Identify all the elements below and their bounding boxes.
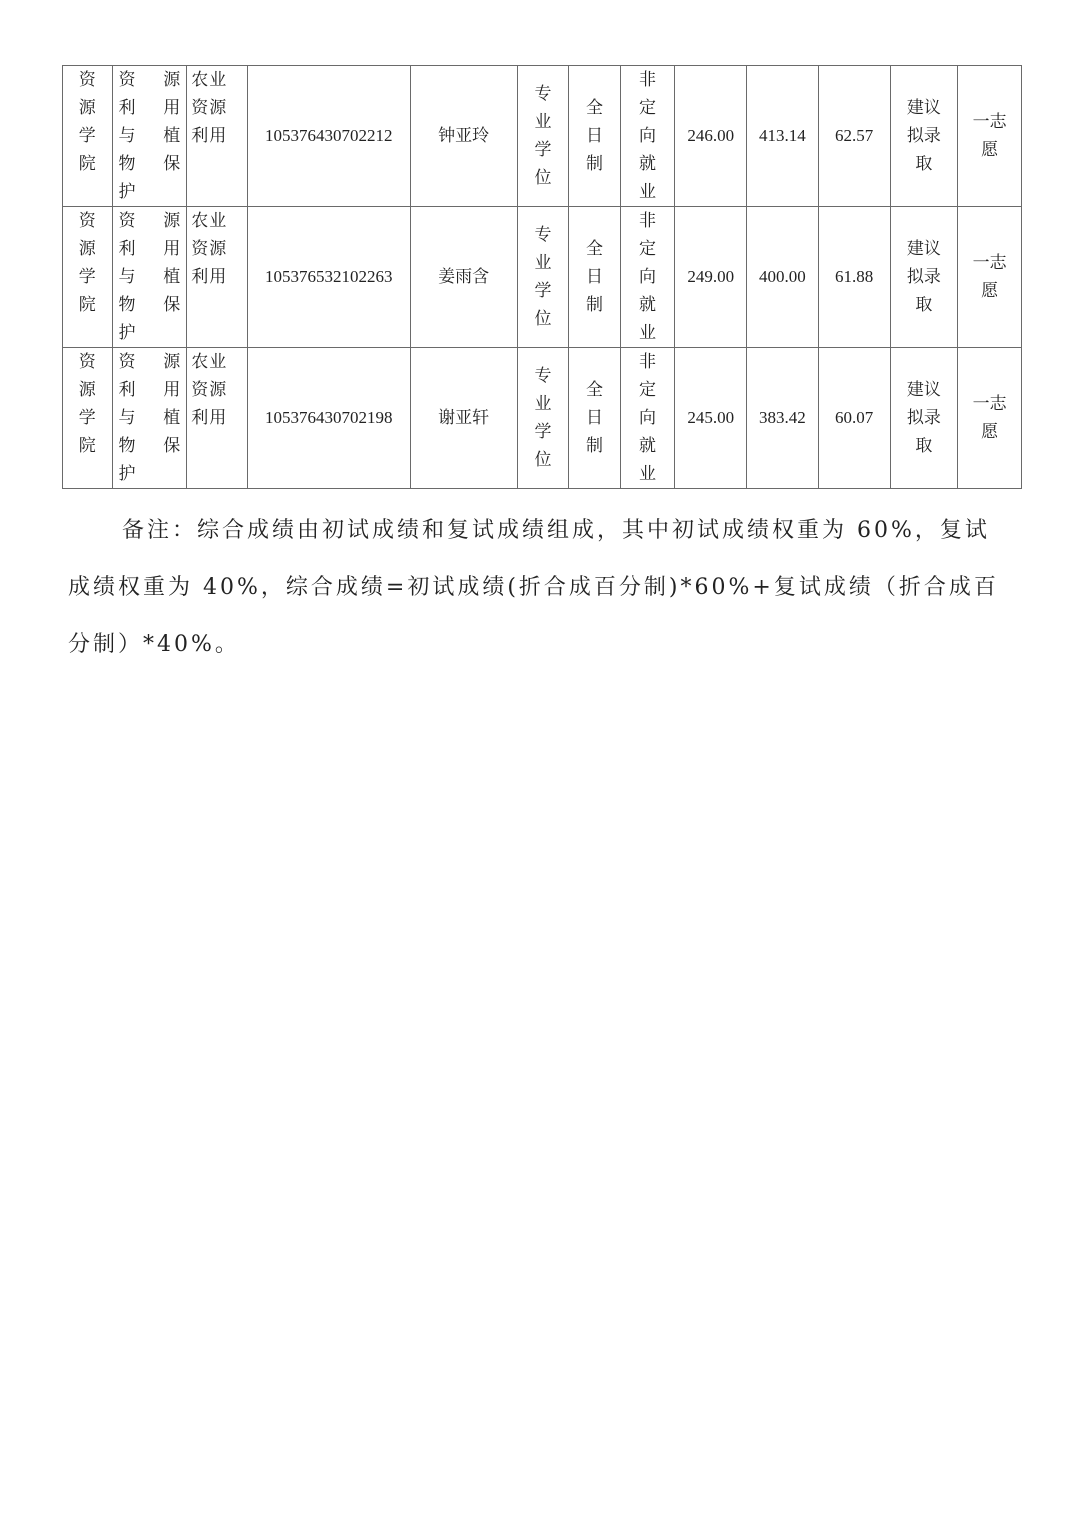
cell-degree-type-char: 位 <box>534 309 552 329</box>
cell-major-char: 用 <box>163 98 181 118</box>
cell-school-char: 学 <box>78 126 96 146</box>
cell-major-char: 物 <box>118 436 136 456</box>
cell-school-char: 资 <box>78 352 96 372</box>
cell-degree-type-char: 专 <box>534 84 552 104</box>
cell-major-char: 资 <box>118 352 136 372</box>
cell-degree-type-char: 业 <box>534 253 552 273</box>
cell-result-char: 建议 <box>906 98 941 118</box>
cell-major-char: 护 <box>118 323 136 343</box>
cell-plan-char: 业 <box>639 182 657 202</box>
admission-table <box>62 65 1022 489</box>
cell-result-char: 取 <box>915 436 933 456</box>
cell-study-mode-char: 全 <box>586 239 603 259</box>
cell-degree-type-char: 位 <box>534 168 552 188</box>
cell-direction <box>187 348 248 489</box>
cell-volunteer-char: 愿 <box>981 422 999 442</box>
cell-direction-line: 农业 <box>191 70 228 90</box>
cell-school-char: 学 <box>78 408 96 428</box>
cell-direction-line: 农业 <box>191 352 228 372</box>
cell-name: 谢亚轩 <box>410 348 517 489</box>
cell-direction-line: 资源 <box>191 98 228 118</box>
cell-study-mode-char: 日 <box>586 267 603 287</box>
cell-result-char: 拟录 <box>906 267 941 287</box>
cell-major-char: 保 <box>163 295 181 315</box>
cell-volunteer-char: 一志 <box>972 253 1007 273</box>
cell-plan <box>620 66 675 207</box>
cell-volunteer <box>958 207 1022 348</box>
cell-degree-type-char: 学 <box>534 140 552 160</box>
cell-direction-line: 农业 <box>191 211 228 231</box>
cell-major-char: 保 <box>163 436 181 456</box>
cell-direction-line: 利用 <box>191 408 228 428</box>
cell-degree-type-char: 业 <box>534 394 552 414</box>
cell-school-char: 资 <box>78 70 96 90</box>
cell-study-mode-char: 全 <box>586 380 603 400</box>
cell-plan-char: 就 <box>639 436 657 456</box>
cell-major-char: 物 <box>118 295 136 315</box>
cell-degree-type-char: 业 <box>534 112 552 132</box>
cell-direction-line: 资源 <box>191 239 228 259</box>
cell-school <box>63 66 113 207</box>
cell-retest-score: 400.00 <box>747 207 819 348</box>
cell-result-char: 建议 <box>906 239 941 259</box>
table-row <box>63 207 1022 348</box>
cell-plan-char: 非 <box>639 70 657 90</box>
cell-study-mode-char: 日 <box>586 408 603 428</box>
cell-direction-line: 利用 <box>191 267 228 287</box>
cell-major-char: 物 <box>118 154 136 174</box>
cell-direction-line: 资源 <box>191 380 228 400</box>
cell-school-char: 学 <box>78 267 96 287</box>
cell-result <box>890 66 958 207</box>
cell-result-char: 取 <box>915 295 933 315</box>
cell-result <box>890 207 958 348</box>
cell-plan-char: 向 <box>639 267 657 287</box>
cell-plan <box>620 207 675 348</box>
cell-school <box>63 348 113 489</box>
cell-major-char: 与 <box>118 408 136 428</box>
cell-plan-char: 业 <box>639 323 657 343</box>
cell-plan-char: 定 <box>639 98 657 118</box>
cell-degree-type <box>517 348 569 489</box>
cell-study-mode-char: 制 <box>586 436 603 456</box>
cell-plan-char: 非 <box>639 211 657 231</box>
cell-major-char: 源 <box>163 70 181 90</box>
cell-major-char: 植 <box>163 408 181 428</box>
cell-school-char: 资 <box>78 211 96 231</box>
cell-study-mode-char: 日 <box>586 126 603 146</box>
cell-result <box>890 348 958 489</box>
cell-school <box>63 207 113 348</box>
cell-degree-type-char: 学 <box>534 422 552 442</box>
cell-major <box>112 207 187 348</box>
cell-school-char: 源 <box>78 239 96 259</box>
cell-prelim-score: 249.00 <box>675 207 747 348</box>
cell-major-char: 保 <box>163 154 181 174</box>
cell-major-char: 与 <box>118 267 136 287</box>
cell-major-char: 护 <box>118 464 136 484</box>
cell-major-char: 利 <box>118 98 136 118</box>
cell-major-char: 利 <box>118 239 136 259</box>
cell-major-char: 植 <box>163 267 181 287</box>
cell-name: 姜雨含 <box>410 207 517 348</box>
cell-degree-type-char: 专 <box>534 366 552 386</box>
cell-major-char: 利 <box>118 380 136 400</box>
cell-candidate-id: 105376430702198 <box>247 348 410 489</box>
cell-plan-char: 就 <box>639 154 657 174</box>
cell-result-char: 建议 <box>906 380 941 400</box>
cell-major-char: 资 <box>118 70 136 90</box>
cell-plan-char: 非 <box>639 352 657 372</box>
cell-plan-char: 向 <box>639 408 657 428</box>
cell-volunteer <box>958 66 1022 207</box>
cell-study-mode <box>569 66 621 207</box>
cell-prelim-score: 245.00 <box>675 348 747 489</box>
cell-degree-type-char: 位 <box>534 450 552 470</box>
cell-major-char: 源 <box>163 211 181 231</box>
cell-school-char: 源 <box>78 98 96 118</box>
cell-major-char: 护 <box>118 182 136 202</box>
cell-study-mode <box>569 348 621 489</box>
cell-result-char: 取 <box>915 154 933 174</box>
cell-major-char: 资 <box>118 211 136 231</box>
cell-volunteer-char: 一志 <box>972 112 1007 132</box>
cell-volunteer-char: 一志 <box>972 394 1007 414</box>
cell-direction-line: 利用 <box>191 126 228 146</box>
cell-major <box>112 348 187 489</box>
cell-degree-type <box>517 66 569 207</box>
table-row <box>63 66 1022 207</box>
cell-study-mode-char: 制 <box>586 154 603 174</box>
cell-plan-char: 向 <box>639 126 657 146</box>
cell-prelim-score: 246.00 <box>675 66 747 207</box>
cell-volunteer-char: 愿 <box>981 281 999 301</box>
cell-degree-type-char: 专 <box>534 225 552 245</box>
cell-degree-type-char: 学 <box>534 281 552 301</box>
cell-retest-score: 383.42 <box>747 348 819 489</box>
cell-major <box>112 66 187 207</box>
cell-study-mode-char: 全 <box>586 98 603 118</box>
table-row <box>63 348 1022 489</box>
cell-total-score: 60.07 <box>818 348 890 489</box>
cell-school-char: 源 <box>78 380 96 400</box>
cell-plan-char: 就 <box>639 295 657 315</box>
cell-candidate-id: 105376532102263 <box>247 207 410 348</box>
footnote-remark: 备注：综合成绩由初试成绩和复试成绩组成，其中初试成绩权重为 60%，复试成绩权重为 40%，综合成绩=初试成绩(折合成百分制)*60%+复试成绩（折合成百分制）*40%。 <box>68 518 999 657</box>
cell-name: 钟亚玲 <box>410 66 517 207</box>
cell-study-mode-char: 制 <box>586 295 603 315</box>
cell-plan-char: 业 <box>639 464 657 484</box>
cell-plan <box>620 348 675 489</box>
cell-school-char: 院 <box>78 154 96 174</box>
cell-direction <box>187 66 248 207</box>
cell-school-char: 院 <box>78 295 96 315</box>
cell-candidate-id: 105376430702212 <box>247 66 410 207</box>
cell-degree-type <box>517 207 569 348</box>
cell-major-char: 植 <box>163 126 181 146</box>
cell-direction <box>187 207 248 348</box>
cell-result-char: 拟录 <box>906 408 941 428</box>
cell-volunteer <box>958 348 1022 489</box>
cell-study-mode <box>569 207 621 348</box>
cell-school-char: 院 <box>78 436 96 456</box>
cell-major-char: 用 <box>163 380 181 400</box>
cell-retest-score: 413.14 <box>747 66 819 207</box>
cell-major-char: 源 <box>163 352 181 372</box>
cell-total-score: 62.57 <box>818 66 890 207</box>
cell-total-score: 61.88 <box>818 207 890 348</box>
cell-major-char: 与 <box>118 126 136 146</box>
cell-result-char: 拟录 <box>906 126 941 146</box>
cell-volunteer-char: 愿 <box>981 140 999 160</box>
cell-plan-char: 定 <box>639 239 657 259</box>
cell-plan-char: 定 <box>639 380 657 400</box>
cell-major-char: 用 <box>163 239 181 259</box>
